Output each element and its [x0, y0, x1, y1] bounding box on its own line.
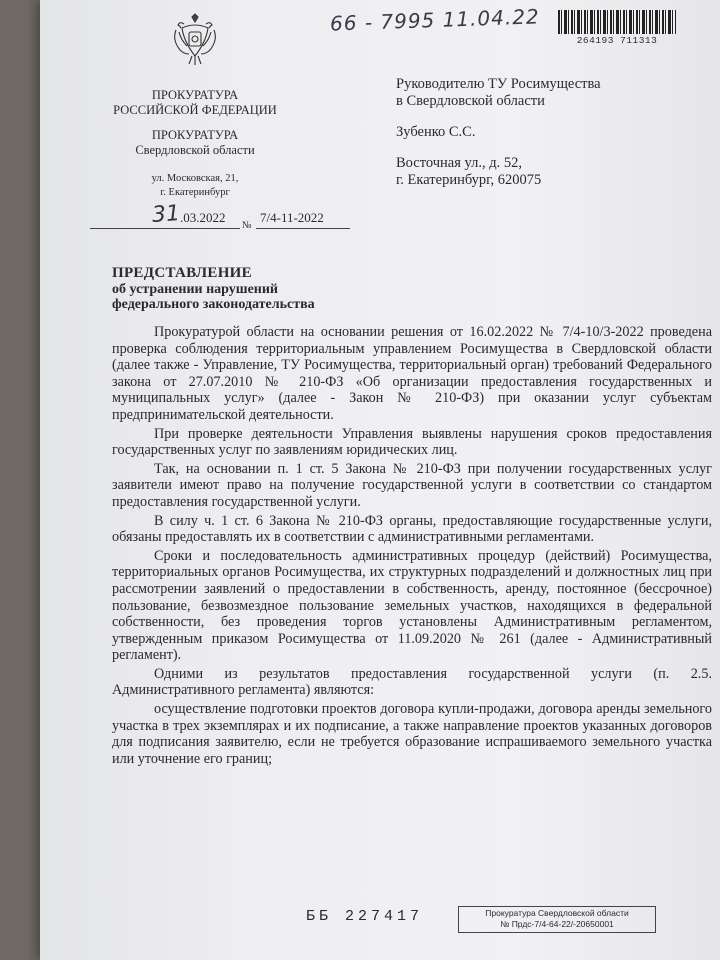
recipient-street: Восточная ул., д. 52,	[396, 155, 522, 171]
document-date-and-number	[90, 201, 360, 234]
form-serial-number: ББ 227417	[306, 908, 424, 925]
barcode-bars	[558, 10, 676, 34]
address-line-1: ул. Московская, 21,	[151, 173, 239, 184]
address-line-2: г. Екатеринбург	[160, 187, 230, 198]
recipient-line-1: Руководителю ТУ Росимущества	[396, 76, 601, 92]
document-title: ПРЕДСТАВЛЕНИЕ	[112, 265, 252, 281]
double-headed-eagle-emblem-icon	[170, 12, 220, 68]
document-subtitle-2: федерального законодательства	[112, 297, 315, 312]
body-paragraph: Так, на основании п. 1 ст. 5 Закона № 210-ФЗ при получении государственных услуг заявители имеют право на получение государственной услуги в соответствии со стандартом предоставления государственной услуги.	[112, 460, 712, 510]
regional-line-2: Свердловской области	[135, 143, 255, 157]
prosecutor-office-name	[100, 88, 290, 118]
recipient-name: Зубенко С.С.	[396, 124, 476, 140]
body-paragraph: осуществление подготовки проектов договора купли-продажи, договора аренды земельного участка в трех экземплярах и их подписание, а также направление проектов указанных договоров для подписания заявителю, если не требуется образование испрашиваемого земельного участка или уточнение его границ;	[112, 701, 712, 767]
document-date: .03.2022	[180, 210, 226, 225]
barcode	[558, 10, 676, 46]
document-body	[112, 324, 712, 769]
number-underline	[256, 228, 350, 229]
body-paragraph: Одними из результатов предоставления государственной услуги (п. 2.5. Административного регламента) являются:	[112, 665, 712, 699]
recipient-line-2: в Свердловской области	[396, 93, 545, 109]
recipient-city: г. Екатеринбург, 620075	[396, 172, 542, 188]
stamp-line-2: № Прдс-7/4-64-22/-20650001	[500, 919, 614, 929]
recipient-block	[396, 76, 696, 189]
handwritten-day: 31	[151, 201, 181, 228]
date-underline	[90, 228, 240, 229]
document-page	[40, 0, 720, 960]
agency-line-1: ПРОКУРАТУРА	[151, 88, 239, 102]
body-paragraph: При проверке деятельности Управления выявлены нарушения сроков предоставления государственных услуг по заявлениям юридических лиц.	[112, 425, 712, 459]
number-sign: №	[242, 220, 252, 231]
office-address	[100, 172, 290, 200]
document-title-block	[112, 266, 315, 313]
regional-office-name	[100, 128, 290, 158]
outgoing-number: 7/4-11-2022	[260, 210, 324, 225]
body-paragraph: Сроки и последовательность административных процедур (действий) Росимущества, территориальных органов Росимущества, их структурных подразделений и должностных лиц при рассмотрении заявлений о предоставлении в собственность, аренду, постоянное (бессрочное) пользование, безвозмездное пользование земельных участков, находящихся в федеральной собственности, без проведения торгов установлены Административным регламентом, утвержденным приказом Росимущества от 11.09.2020 № 261 (далее - Административный регламент).	[112, 547, 712, 664]
stamp-line-1: Прокуратура Свердловской области	[485, 908, 629, 918]
agency-line-2: РОССИЙСКОЙ ФЕДЕРАЦИИ	[113, 103, 277, 117]
registration-stamp	[458, 906, 656, 933]
regional-line-1: ПРОКУРАТУРА	[151, 128, 239, 142]
body-paragraph: В силу ч. 1 ст. 6 Закона № 210-ФЗ органы, предоставляющие государственные услуги, обязаны предоставлять их в соответствии с административными регламентами.	[112, 512, 712, 546]
barcode-digits: 264193 711313	[576, 35, 658, 46]
body-paragraph: Прокуратурой области на основании решения от 16.02.2022 № 7/4-10/3-2022 проведена проверка соблюдения территориальным управлением Росимущества в Свердловской области (далее также - Управление, ТУ Росимущества, территориальный орган) требований Федерального закона от 27.07.2010 № 210-ФЗ «Об организации предоставления государственных и муниципальных услуг» (далее - Закон № 210-ФЗ) при оказании услуг субъектам предпринимательской деятельности.	[112, 324, 712, 423]
document-subtitle-1: об устранении нарушений	[112, 281, 278, 297]
handwritten-registration: 66 - 7995 11.04.22	[329, 4, 541, 36]
